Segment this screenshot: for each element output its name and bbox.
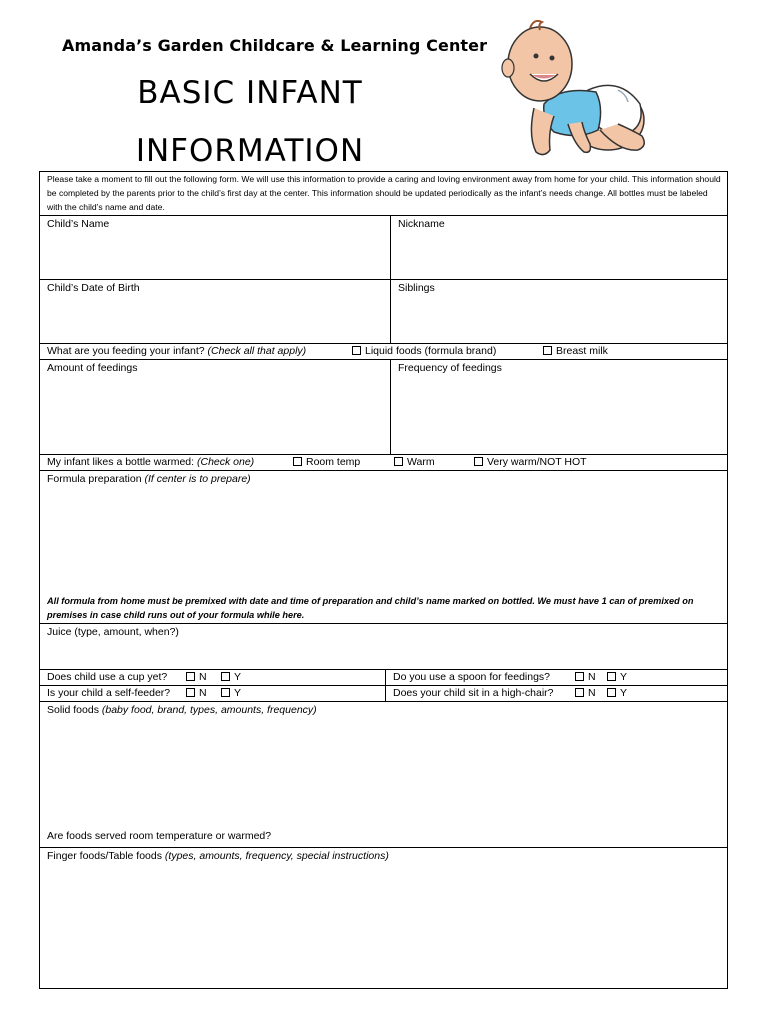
breast-milk-label: Breast milk — [556, 345, 608, 357]
infant-info-form — [39, 171, 728, 989]
page-title-line-2: INFORMATION — [135, 133, 365, 169]
childs-name-field[interactable] — [40, 216, 391, 279]
formula-prep-label: Formula preparation — [47, 473, 142, 485]
finger-foods-hint: (types, amounts, frequency, special instructions) — [164, 850, 389, 862]
bottle-question: My infant likes a bottle warmed: — [47, 456, 195, 468]
finger-foods-field[interactable] — [40, 848, 727, 988]
intro-text: Please take a moment to fill out the following form. We will use this information to provide a caring and loving environment away from home for your child. This information should be completed by the parents prior to the child’s first day at the center. This information should be updated periodically as the infant’s needs change. All bottles must be labeled with the child’s name and date. — [47, 174, 721, 212]
juice-field[interactable] — [40, 624, 727, 669]
name-row — [40, 216, 727, 280]
cup-n-checkbox[interactable] — [186, 672, 195, 681]
spoon-y-checkbox[interactable] — [607, 672, 616, 681]
juice-label: Juice (type, amount, when?) — [47, 626, 179, 638]
spoon-n-label: N — [588, 671, 596, 683]
self-feeder-y-checkbox[interactable] — [221, 688, 230, 697]
amount-label: Amount of feedings — [47, 362, 138, 374]
siblings-label: Siblings — [398, 282, 435, 294]
frequency-label: Frequency of feedings — [398, 362, 502, 374]
served-question: Are foods served room temperature or warmed? — [47, 830, 272, 842]
juice-row — [40, 624, 727, 670]
feeding-question: What are you feeding your infant? — [47, 345, 205, 357]
dob-field[interactable] — [40, 280, 391, 343]
warm-label: Warm — [407, 456, 435, 468]
room-temp-checkbox[interactable] — [293, 457, 302, 466]
amount-row — [40, 360, 727, 455]
highchair-n-label: N — [588, 687, 596, 699]
nickname-field[interactable] — [391, 216, 729, 279]
very-warm-label: Very warm/NOT HOT — [487, 456, 587, 468]
siblings-field[interactable] — [391, 280, 729, 343]
formula-prep-row — [40, 471, 727, 624]
crawling-baby-illustration — [500, 12, 650, 164]
intro-row — [40, 172, 727, 216]
cup-spoon-row — [40, 670, 727, 686]
self-feeder-row — [40, 686, 727, 702]
highchair-y-label: Y — [620, 687, 628, 699]
very-warm-checkbox[interactable] — [474, 457, 483, 466]
warm-checkbox[interactable] — [394, 457, 403, 466]
highchair-n-checkbox[interactable] — [575, 688, 584, 697]
formula-prep-field[interactable] — [40, 471, 727, 623]
finger-foods-label: Finger foods/Table foods — [47, 850, 162, 862]
spoon-y-label: Y — [620, 671, 628, 683]
self-feeder-n-checkbox[interactable] — [186, 688, 195, 697]
center-name: Amanda’s Garden Childcare & Learning Center — [62, 36, 488, 55]
frequency-field[interactable] — [391, 360, 729, 454]
cup-y-label: Y — [234, 671, 242, 683]
feeding-row — [40, 344, 727, 360]
cup-y-checkbox[interactable] — [221, 672, 230, 681]
liquid-foods-checkbox[interactable] — [352, 346, 361, 355]
nickname-label: Nickname — [398, 218, 445, 230]
self-feeder-n-label: N — [199, 687, 207, 699]
breast-milk-checkbox[interactable] — [543, 346, 552, 355]
cup-n-label: N — [199, 671, 207, 683]
dob-label: Child’s Date of Birth — [47, 282, 140, 294]
spoon-question: Do you use a spoon for feedings? — [393, 671, 551, 683]
solid-foods-hint: (baby food, brand, types, amounts, frequency) — [101, 704, 317, 716]
solid-foods-row — [40, 702, 727, 848]
dob-row — [40, 280, 727, 344]
finger-foods-row — [40, 848, 727, 988]
feeding-hint: (Check all that apply) — [207, 345, 307, 357]
room-temp-label: Room temp — [306, 456, 361, 468]
amount-field[interactable] — [40, 360, 391, 454]
self-feeder-y-label: Y — [234, 687, 242, 699]
solid-foods-field[interactable] — [40, 702, 727, 847]
page-title-line-1: BASIC INFANT — [137, 75, 363, 111]
spoon-n-checkbox[interactable] — [575, 672, 584, 681]
self-feeder-question: Is your child a self-feeder? — [47, 687, 171, 699]
childs-name-label: Child’s Name — [47, 218, 110, 230]
cup-question: Does child use a cup yet? — [47, 671, 168, 683]
highchair-y-checkbox[interactable] — [607, 688, 616, 697]
formula-note: All formula from home must be premixed with date and time of preparation and child’s name marked on bottled. We must have 1 can of premixed on premises in case child runs out of your formula while here. — [47, 596, 694, 620]
bottle-hint: (Check one) — [196, 456, 255, 468]
liquid-foods-label: Liquid foods (formula brand) — [365, 345, 497, 357]
solid-foods-label: Solid foods — [47, 704, 99, 716]
highchair-question: Does your child sit in a high-chair? — [393, 687, 554, 699]
formula-prep-hint: (If center is to prepare) — [144, 473, 251, 485]
bottle-row — [40, 455, 727, 471]
